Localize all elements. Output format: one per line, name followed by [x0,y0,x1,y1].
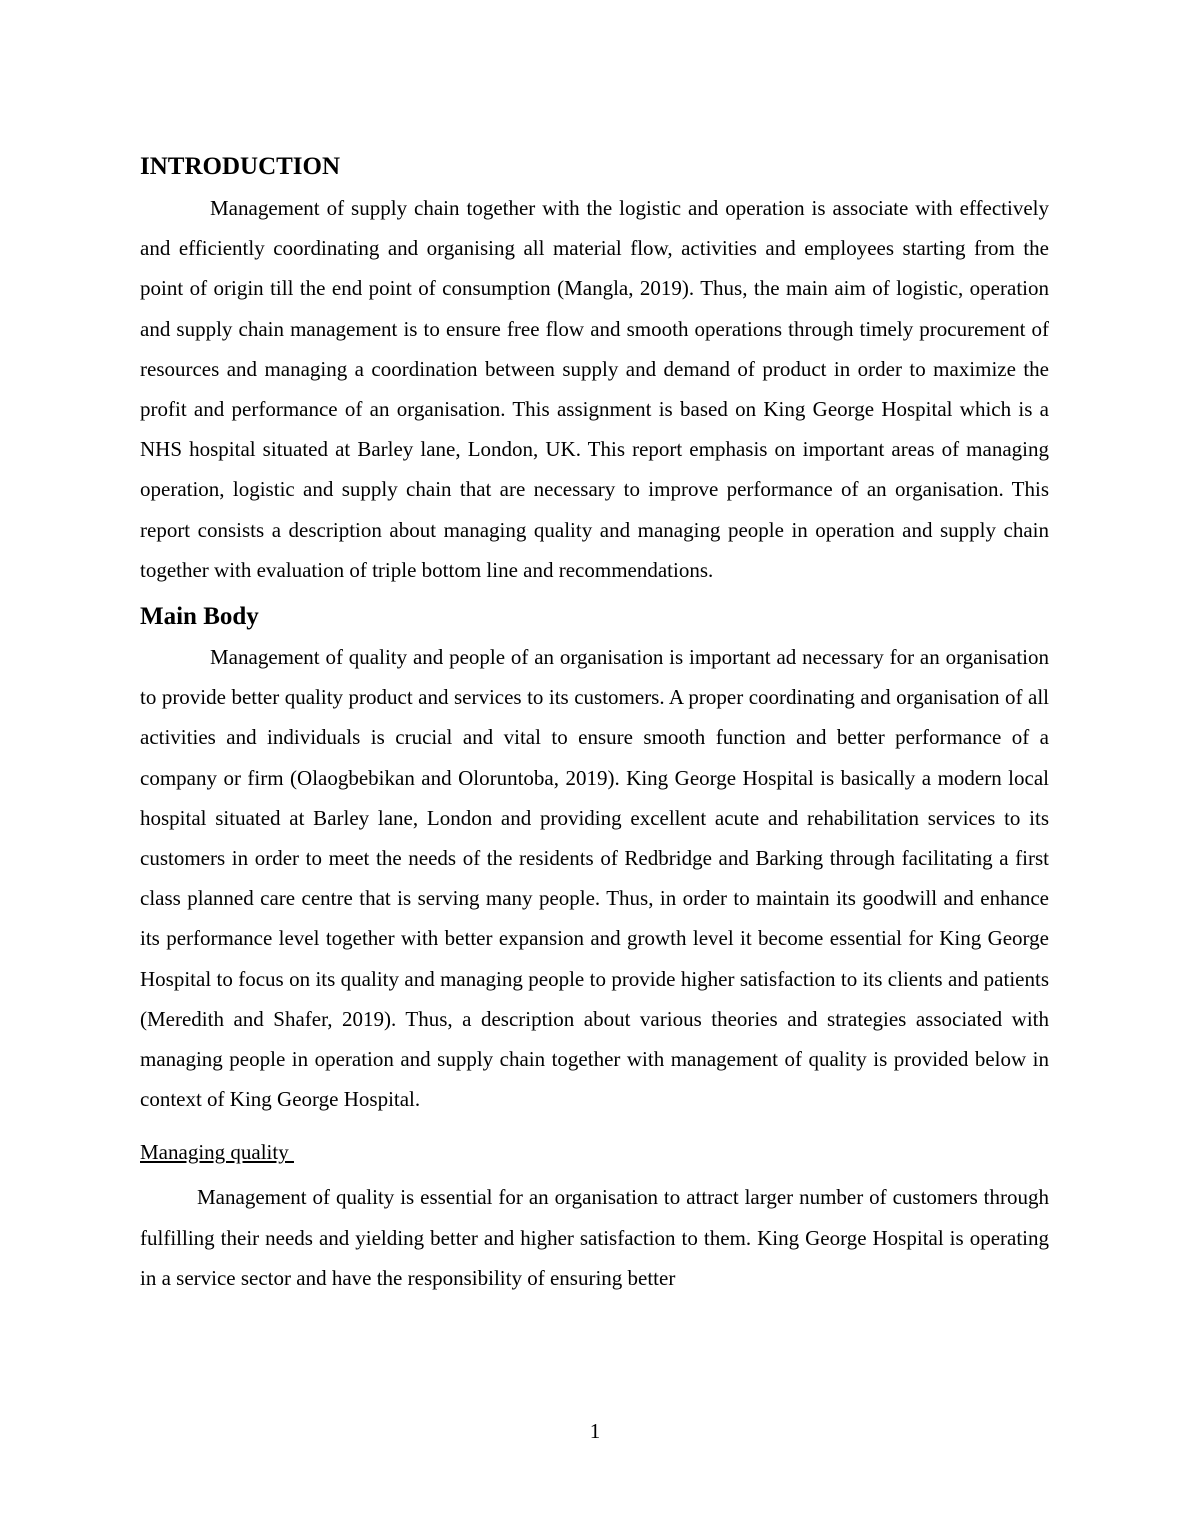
main-body-paragraph: Management of quality and people of an organisation is important ad necessary for an organisation to provide better quality product and services to its customers. A proper coordinating and organisation of all activities and individuals is crucial and vital to ensure smooth function and better performance of a company or firm (Olaogbebikan and Oloruntoba, 2019). King George Hospital is basically a modern local hospital situated at Barley lane, London and providing excellent acute and rehabilitation services to its customers in order to meet the needs of the residents of Redbridge and Barking through facilitating a first class planned care centre that is serving many people. Thus, in order to maintain its goodwill and enhance its performance level together with better expansion and growth level it become essential for King George Hospital to focus on its quality and managing people to provide higher satisfaction to its clients and patients (Meredith and Shafer, 2019). Thus, a description about various theories and strategies associated with managing people in operation and supply chain together with management of quality is provided below in context of King George Hospital. [140,645,1049,1112]
managing-quality-paragraph: Management of quality is essential for an organisation to attract larger number of customers through fulfilling their needs and yielding better and higher satisfaction to them. King George Hospital is operating in a service sector and have the responsibility of ensuring better [140,1185,1049,1290]
main-body-heading: Main Body [140,603,259,631]
introduction-paragraph: Management of supply chain together with the logistic and operation is associate with effectively and efficiently coordinating and organising all material flow, activities and employees starting from the point of origin till the end point of consumption (Mangla, 2019). Thus, the main aim of logistic, operation and supply chain management is to ensure free flow and smooth operations through timely procurement of resources and managing a coordination between supply and demand of product in order to maximize the profit and performance of an organisation. This assignment is based on King George Hospital which is a NHS hospital situated at Barley lane, London, UK. This report emphasis on important areas of managing operation, logistic and supply chain that are necessary to improve performance of an organisation. This report consists a description about managing quality and managing people in operation and supply chain together with evaluation of triple bottom line and recommendations. [140,196,1049,582]
page-number: 1 [589,1419,601,1443]
introduction-heading: INTRODUCTION [140,153,341,180]
managing-quality-subheading: Managing quality [140,1140,294,1165]
page-content [140,150,1049,1298]
